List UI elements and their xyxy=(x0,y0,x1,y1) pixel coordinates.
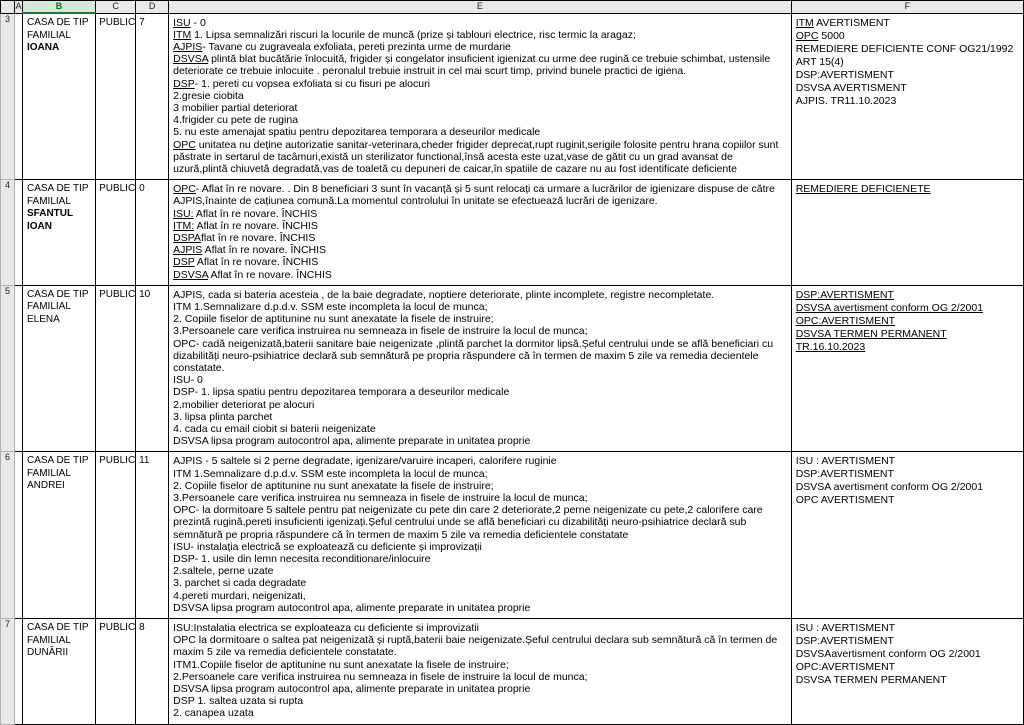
cell-d-count[interactable]: 7 xyxy=(136,13,169,180)
column-header-b[interactable]: B xyxy=(23,1,96,14)
cell-text-line: REMEDIERE DEFICIENTE CONF OG21/1992 ART 15(4) xyxy=(795,42,1014,68)
cell-text-token: DSPA xyxy=(173,231,201,244)
cell-e-findings[interactable] xyxy=(169,180,792,286)
cell-text-line: 2. Copiile fiselor de aptitunine nu sunt anexatate la fisele de instruire; xyxy=(173,479,494,492)
cell-c-ownership[interactable]: PUBLIC xyxy=(96,13,136,180)
cell-text-line: OPC 5000 xyxy=(795,29,845,42)
column-header-c[interactable]: C xyxy=(96,1,136,14)
cell-text-token: DSVSA xyxy=(173,53,209,66)
cell-text-line xyxy=(796,302,1020,315)
cell-d-count[interactable]: 11 xyxy=(136,452,169,619)
cell-text-token: ITM xyxy=(795,16,814,29)
table-row[interactable] xyxy=(1,619,1024,725)
cell-text-token: AJPIS xyxy=(173,40,203,53)
cell-text-line: DSP- 1. lipsa spatiu pentru depozitarea temporara a deseurilor medicale xyxy=(173,386,510,399)
cell-f-sanctions[interactable] xyxy=(791,180,1023,286)
cell-text-line: 3.Persoanele care verifica instruirea nu semneaza in fisele de instruire la locul de munca; xyxy=(173,492,588,505)
cell-text-line xyxy=(796,183,1020,196)
cell-text-line: ISU- 0 xyxy=(173,374,203,387)
column-header-f[interactable]: F xyxy=(791,1,1023,14)
cell-f-sanctions[interactable] xyxy=(791,452,1023,619)
cell-text-line: DSVSA lipsa program autocontrol apa, alimente preparate in unitatea proprie xyxy=(173,601,531,614)
cell-text-token: ISU xyxy=(173,16,191,29)
cell-d-count[interactable]: 8 xyxy=(136,619,169,725)
cell-text-line: ISU:Instalatia electrica se exploateaza cu deficiente si improvizatii xyxy=(173,622,479,635)
cell-text-token: DSP:AVERTISMENT xyxy=(795,288,894,301)
cell-text-line: AJPIS. TR11.10.2023 xyxy=(795,94,897,107)
cell-text-line: OPC:AVERTISMENT xyxy=(795,661,896,674)
cell-text-line: ISU: Aflat în re novare. ÎNCHIS xyxy=(173,207,318,220)
cell-text-token: OPC xyxy=(173,138,196,151)
column-header-a[interactable]: A xyxy=(15,1,22,11)
cell-text-line: DSVSA plintă blat bucătărie înlocuită, frigider și congelator insuficient igienizat cu urme dee rugină ce trebuie schimbat, ustensile deteriorate ce trebuie inlocuite . peronalul trebuie instruit in cel mai scurt timp, privind bunele practici de igiena. xyxy=(173,53,771,78)
cell-a[interactable] xyxy=(15,619,23,725)
table-row[interactable] xyxy=(1,13,1024,180)
cell-text-line: ITM 1.Semnalizare d.p.d.v. SSM este incompleta la locul de munca; xyxy=(173,300,488,313)
cell-f-sanctions[interactable] xyxy=(791,285,1023,452)
select-all-corner[interactable] xyxy=(1,1,15,14)
cell-text-line: 2. Copiile fiselor de aptitunine nu sunt anexatate la fisele de instruire; xyxy=(173,313,494,326)
table-row[interactable] xyxy=(1,452,1024,619)
cell-text-line: DSP:AVERTISMENT xyxy=(795,468,894,481)
cell-f-sanctions[interactable] xyxy=(791,619,1023,725)
cell-text-line xyxy=(796,341,1020,354)
cell-d-count[interactable]: 10 xyxy=(136,285,169,452)
cell-text-line: 2.Persoanele care verifica instruirea nu semneaza in fisele de instruire la locul de munca; xyxy=(173,670,588,683)
cell-text-line: ITM AVERTISMENT xyxy=(795,16,890,29)
cell-text-line: 2.saltele, perne uzate xyxy=(173,565,274,578)
cell-b-unit-name[interactable]: CASA DE TIP FAMILIAL ELENA xyxy=(23,285,96,452)
cell-text-line: DSP- 1. usile din lemn necesita reconditionare/inlocuire xyxy=(173,553,431,566)
cell-c-ownership[interactable]: PUBLIC xyxy=(96,619,136,725)
cell-text-token: DSVSA xyxy=(173,268,209,281)
cell-text-line: DSVSA lipsa program autocontrol apa, alimente preparate in unitatea proprie xyxy=(173,683,531,696)
cell-text-token: ITM xyxy=(173,28,192,41)
cell-text-line: 3.Persoanele care verifica instruirea nu semneaza in fisele de instruire la locul de munca; xyxy=(173,325,588,338)
cell-a[interactable] xyxy=(15,180,23,286)
row-header-4[interactable]: 4 xyxy=(1,180,15,286)
cell-text-line: DSVSA Aflat în re novare. ÎNCHIS xyxy=(173,268,332,281)
cell-text-line xyxy=(796,328,1020,341)
cell-text-line: DSP- 1. pereti cu vopsea exfoliata si cu fisuri pe alocuri xyxy=(173,77,430,90)
cell-e-findings[interactable] xyxy=(169,285,792,452)
cell-text-line: 4.frigider cu pete de rugina xyxy=(173,114,299,127)
cell-text-line: 4.pereti murdari, neigenizati, xyxy=(173,589,306,602)
cell-text-line: 4. cada cu email ciobit si baterii neigenizate xyxy=(173,423,376,435)
cell-text-line: 2.mobilier deteriorat pe alocuri xyxy=(173,398,315,411)
cell-b-unit-name[interactable]: CASA DE TIP FAMILIAL IOANA xyxy=(23,13,96,180)
cell-c-ownership[interactable]: PUBLIC xyxy=(96,285,136,452)
cell-a[interactable] xyxy=(15,285,23,452)
cell-text-token: OPC xyxy=(173,183,196,196)
cell-text-line: 2.gresie ciobita xyxy=(173,89,244,102)
table-row[interactable] xyxy=(1,180,1024,286)
cell-e-findings[interactable] xyxy=(169,619,792,725)
cell-text-line: OPC- Aflat în re novare. . Din 8 beneficiari 3 sunt în vacanță și 5 sunt relocați ca urmare a lucrărilor de igienizare dispuse de către AJPIS,înainte de cațiunea comună.La momentul controlului în unitate se efectuează lucrări de igenizare. xyxy=(173,183,775,208)
cell-text-line: OPC la dormitoare o saltea pat neigenizată și ruptă,baterii baie neigenizate.Șeful centrului declara sub semnătură că în termen de maxim 5 zile va remedia deficientele constatate. xyxy=(173,634,778,659)
cell-text-line: ITM 1.Semnalizare d.p.d.v. SSM este incompleta la locul de munca; xyxy=(173,467,488,480)
cell-text-line: ISU : AVERTISMENT xyxy=(795,455,896,468)
cell-text-line: ISU : AVERTISMENT xyxy=(795,622,896,635)
cell-text-line xyxy=(796,289,1020,302)
column-header-d[interactable]: D xyxy=(136,1,169,14)
cell-text-line: DSVSA TERMEN PERMANENT xyxy=(795,674,947,687)
cell-text-line: ISU - 0 xyxy=(173,16,206,29)
cell-text-token: TR.16.10.2023 xyxy=(795,340,866,353)
cell-text-line: AJPIS, cada si bateria acesteia , de la baie degradate, noptiere deteriorate, plinte incomplete, registre necompletate. xyxy=(173,288,715,301)
cell-e-findings[interactable] xyxy=(169,13,792,180)
cell-text-line: DSVSA AVERTISMENT xyxy=(795,81,907,94)
cell-text-token: ISU: xyxy=(173,207,194,220)
cell-b-unit-name[interactable]: CASA DE TIP FAMILIAL SFANTUL IOAN xyxy=(23,180,96,286)
cell-text-line: 5. nu este amenajat spatiu pentru depozitarea temporara a deseurilor medicale xyxy=(173,126,541,139)
cell-text-line: 3. lipsa plinta parchet xyxy=(173,410,273,423)
unit-name-emphasis: IOANA xyxy=(27,42,60,53)
cell-text-line: AJPIS Aflat în re novare. ÎNCHIS xyxy=(173,244,327,257)
cell-text-token: DSVSA TERMEN PERMANENT xyxy=(795,327,947,340)
cell-text-token: REMEDIERE DEFICIENETE xyxy=(795,183,931,196)
cell-text-line: 2. canapea uzata xyxy=(173,707,254,720)
cell-text-line: OPC AVERTISMENT xyxy=(795,494,895,507)
cell-a[interactable] xyxy=(15,452,23,619)
cell-text-line: AJPIS- Tavane cu zugraveala exfoliata, pereti prezinta urme de murdarie xyxy=(173,40,511,53)
cell-text-token: OPC xyxy=(795,29,819,42)
cell-text-line: DSP 1. saltea uzata si rupta xyxy=(173,695,304,708)
cell-a[interactable] xyxy=(15,13,23,180)
cell-text-line: DSP Aflat în re novare. ÎNCHIS xyxy=(173,256,319,269)
cell-f-sanctions[interactable] xyxy=(791,13,1023,180)
cell-text-line: DSVSA lipsa program autocontrol apa, alimente preparate in unitatea proprie xyxy=(173,435,531,448)
cell-text-line: OPC- la dormitoare 5 saltele pentru pat neigenizate cu pete din care 2 deteriorate,2 perne neigenizate cu pete,2 calorifere care prezintă rugină,pereti insuficienti igenizați.Șeful centrului unde se află beneficiari cu dizabilități neuro-psihiatrice declară sub semnătură pe propria răspundere că în termen de maxim 5 zile va remedia deficientele constatate xyxy=(173,504,763,541)
cell-text-line: DSVSAavertisment conform OG 2/2001 xyxy=(795,648,981,661)
cell-text-line: OPC unitatea nu deține autorizatie sanitar-veterinara,cheder frigider deprecat,rupt ruginit,serigile folosite pentru hrana copiilor sunt păstrate in sertarul de tacâmuri,există un sterilizator functional,însă acesta este uzat,vase de gătit cu un grad avansat de uzură,plintă chiuvetă degradată,vas de toaletă cu depuneri de caicar,în spatiile de cazare nu au fost identificate deficiente xyxy=(173,138,779,175)
cell-text-line xyxy=(796,315,1020,328)
cell-text-line: OPC- cadă neigenizată,baterii sanitare baie neigenizate ,plintă parchet la dormitor lipsă.Șeful centrului unde se află beneficiari cu dizabilități neuro-psihiatrice declară sub semnătură pe propria răspundere că în termen de maxim 5 zile va remedia decientele constatate. xyxy=(173,337,774,374)
table-row[interactable] xyxy=(1,285,1024,452)
cell-text-token: AJPIS xyxy=(173,244,203,257)
row-header-3[interactable]: 3 xyxy=(1,13,15,180)
cell-text-token: DSP xyxy=(173,256,195,269)
cell-text-line: DSP:AVERTISMENT xyxy=(795,635,894,648)
cell-text-token: DSVSA avertisment conform OG 2/2001 xyxy=(795,301,984,314)
column-header-e[interactable]: E xyxy=(169,1,792,14)
cell-text-token: DSP xyxy=(173,77,195,90)
cell-c-ownership[interactable]: PUBLIC xyxy=(96,452,136,619)
cell-e-findings[interactable] xyxy=(169,452,792,619)
cell-text-line: ISU- instalația electrică se exploatează cu deficiente și improvizații xyxy=(173,540,482,553)
cell-text-line: DSVSA avertisment conform OG 2/2001 xyxy=(795,481,984,494)
cell-d-count[interactable]: 0 xyxy=(136,180,169,286)
unit-name-emphasis: SFANTUL IOAN xyxy=(27,208,73,232)
row-header-6[interactable]: 6 xyxy=(1,452,15,619)
row-header-7[interactable]: 7 xyxy=(1,619,15,725)
cell-b-unit-name[interactable]: CASA DE TIP FAMILIAL ANDREI xyxy=(23,452,96,619)
cell-text-token: OPC:AVERTISMENT xyxy=(795,314,896,327)
cell-text-line: ITM: Aflat în re novare. ÎNCHIS xyxy=(173,219,318,232)
cell-text-line: ITM 1. Lipsa semnalizări riscuri la locurile de muncă (prize și tablouri electrice, risc termic la aragaz; xyxy=(173,28,636,41)
cell-text-line: 3. parchet si cada degradate xyxy=(173,577,307,590)
cell-text-token: ITM: xyxy=(173,219,195,232)
cell-text-line: AJPIS - 5 saltele si 2 perne degradate, igenizare/varuire incaperi, calorifere ruginie xyxy=(173,455,557,468)
row-header-5[interactable]: 5 xyxy=(1,285,15,452)
column-header-row xyxy=(1,1,1024,14)
cell-text-line: ITM1.Copiile fiselor de aptitunine nu sunt anexatate la fisele de instruire; xyxy=(173,658,509,671)
cell-c-ownership[interactable]: PUBLIC xyxy=(96,180,136,286)
cell-text-line: DSPAflat în re novare. ÎNCHIS xyxy=(173,231,316,244)
cell-text-line: DSP:AVERTISMENT xyxy=(795,68,894,81)
cell-text-line: 3 mobilier partial deteriorat xyxy=(173,101,298,114)
cell-b-unit-name[interactable]: CASA DE TIP FAMILIAL DUNĂRII xyxy=(23,619,96,725)
